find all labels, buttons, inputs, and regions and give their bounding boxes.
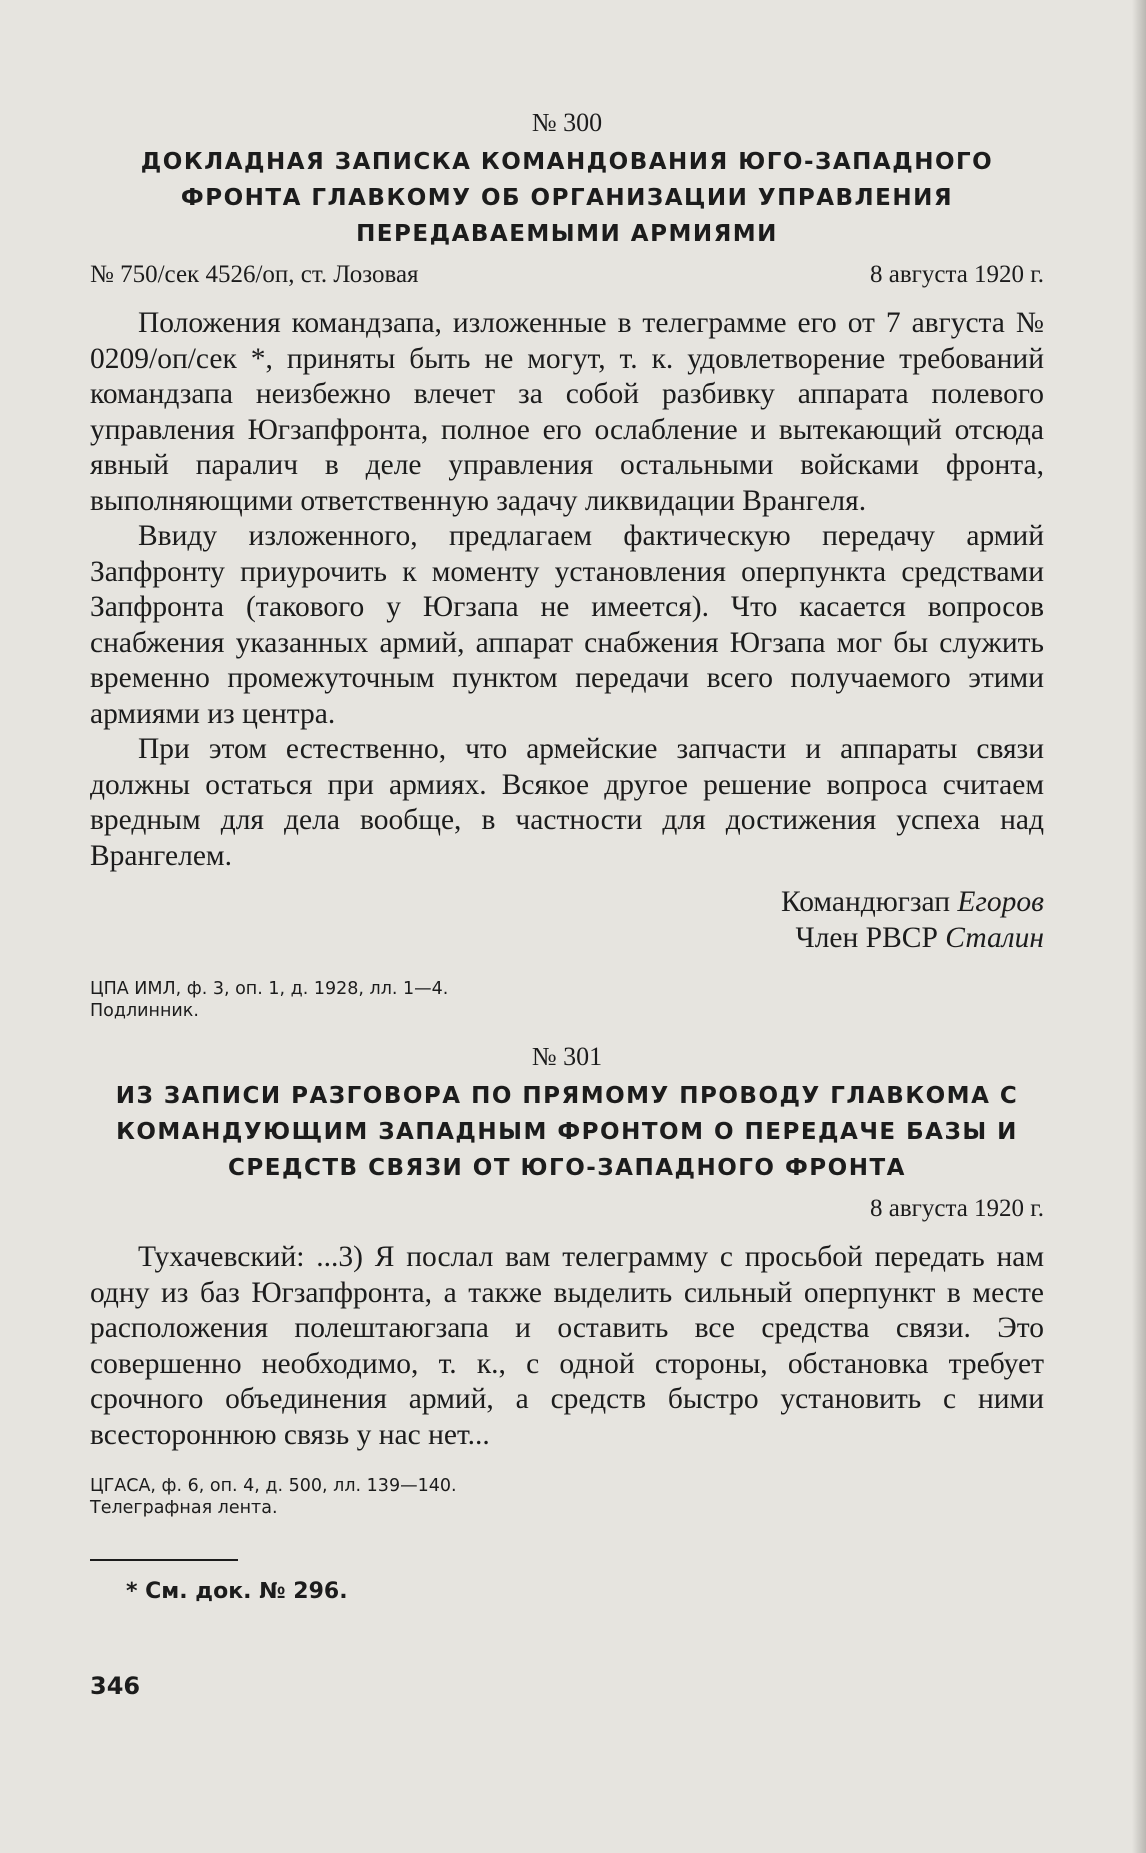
doc-300-body [90, 306, 1044, 874]
doc-301-date: 8 августа 1920 г. [869, 1195, 1044, 1222]
doc-300-source: ЦПА ИМЛ, ф. 3, оп. 1, д. 1928, лл. 1—4. Подлинник. [90, 979, 449, 1021]
doc-301-paragraph: Тухачевский: ...3) Я послал вам телеграмму с просьбой передать нам одну из баз Югзапфронта, а также выделить сильный оперпункт в месте расположения полештаюгзапа и оставить все средства связи. Это совершенно необходимо, т. к., с одной стороны, обстановка требует срочного объединения армий, а средств быстро установить с ними всестороннюю связь у нас нет... [90, 1241, 1044, 1451]
doc-300-paragraph: Ввиду изложенного, предлагаем фактическую передачу армий Запфронту приурочить к моменту установления оперпункта средствами Запфронта (такового у Югзапа не имеется). Что касается вопросов снабжения указанных армий, аппарат снабжения Югзапа мог бы служить временно промежуточным пунктом передачи всего получаемого этими армиями из центра. [90, 520, 1044, 730]
document-301 [90, 1040, 1044, 1519]
doc-301-source: ЦГАСА, ф. 6, оп. 4, д. 500, лл. 139—140. Телеграфная лента. [90, 1476, 457, 1518]
doc-301-title: ИЗ ЗАПИСИ РАЗГОВОРА ПО ПРЯМОМУ ПРОВОДУ ГЛАВКОМА С КОМАНДУЮЩИМ ЗАПАДНЫМ ФРОНТОМ О ПЕРЕДАЧЕ БАЗЫ И СРЕДСТВ СВЯЗИ ОТ ЮГО-ЗАПАДНОГО ФРОНТА [115, 1083, 1019, 1181]
document-300 [90, 106, 1044, 1022]
page-edge-shadow [1132, 0, 1146, 1853]
doc-300-meta [90, 258, 1044, 292]
signature-name: Егоров [957, 886, 1044, 918]
doc-301-number: № 301 [531, 1042, 603, 1071]
doc-300-signatures [90, 884, 1044, 956]
signature-line [90, 920, 1044, 956]
doc-300-paragraph: Положения командзапа, изложенные в телеграмме его от 7 августа № 0209/оп/сек *, приняты быть не могут, т. к. удовлетворение требований командзапа неизбежно влечет за собой разбивку аппарата полевого управления Югзапфронта, полное его ослабление и вытекающий отсюда явный паралич в деле управления остальными войсками фронта, выполняющими ответственную задачу ликвидации Врангеля. [90, 307, 1044, 517]
signature-role: Член РВСР [795, 922, 938, 954]
doc-300-reference: № 750/сек 4526/оп, ст. Лозовая [90, 261, 419, 288]
signature-name: Сталин [945, 922, 1044, 954]
doc-300-number: № 300 [531, 108, 603, 137]
doc-300-title: ДОКЛАДНАЯ ЗАПИСКА КОМАНДОВАНИЯ ЮГО-ЗАПАДНОГО ФРОНТА ГЛАВКОМУ ОБ ОРГАНИЗАЦИИ УПРАВЛЕНИЯ ПЕРЕДАВАЕМЫМИ АРМИЯМИ [140, 149, 994, 247]
signature-line [90, 884, 1044, 920]
page-content [90, 106, 1044, 1604]
doc-300-date: 8 августа 1920 г. [869, 261, 1044, 288]
doc-300-paragraph: При этом естественно, что армейские запчасти и аппараты связи должны остаться при армиях. Всякое другое решение вопроса считаем вредным для дела вообще, в частности для достижения успеха над Врангелем. [90, 733, 1044, 872]
doc-301-meta [90, 1192, 1044, 1226]
signature-role: Командюгзап [780, 886, 951, 918]
page-number: 346 [90, 1672, 141, 1700]
footnote: * См. док. № 296. [126, 1579, 348, 1604]
footnote-divider [90, 1559, 238, 1561]
doc-301-body [90, 1240, 1044, 1453]
